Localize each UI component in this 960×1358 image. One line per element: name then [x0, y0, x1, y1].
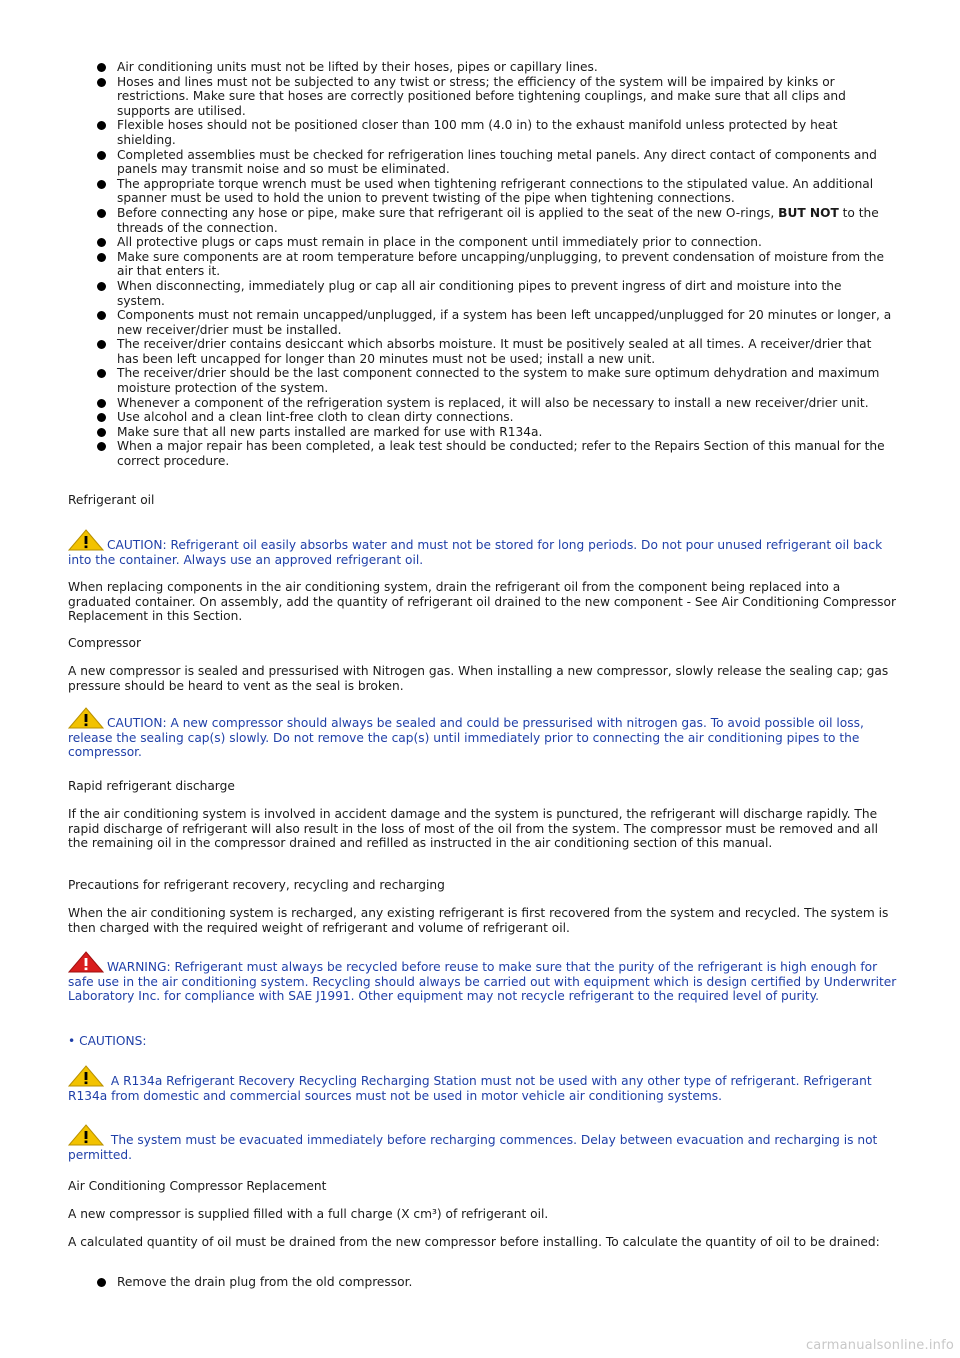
list-item: When a major repair has been completed, a leak test should be conducted; refer to the Repairs Section of this manual for the correct procedure. [0, 439, 960, 468]
list-item: All protective plugs or caps must remain in place in the component until immediately prior to connection. [0, 235, 960, 250]
paragraph-compressor: A new compressor is sealed and pressurised with Nitrogen gas. When installing a new compressor, slowly release the sealing cap; gas pressure should be heard to vent as the seal is broken. [68, 664, 889, 693]
warning-note-recycle: WARNING: Refrigerant must always be recycled before reuse to make sure that the purity of the refrigerant is high enough for safe use in the air conditioning system. Recycling should always be carried out with equipment which is design certified by Underwriter Laboratory Inc. for compliance with SAE J1991. Other equipment may not recycle refrigerant to the required level of purity. [68, 951, 898, 1004]
section-heading-rapid-discharge: Rapid refrigerant discharge [68, 779, 235, 793]
list-item: Before connecting any hose or pipe, make sure that refrigerant oil is applied to the seat of the new O-rings, BUT NOT to the threads of the connection. [0, 206, 960, 235]
bullet-icon [97, 238, 106, 247]
bullet-icon [97, 180, 106, 189]
list-item: Components must not remain uncapped/unplugged, if a system has been left uncapped/unplugged for 20 minutes or longer, a new receiver/drier must be installed. [0, 308, 960, 337]
watermark: carmanualsonline.info [805, 1338, 954, 1354]
bullet-icon [97, 282, 106, 291]
list-item: Hoses and lines must not be subjected to any twist or stress; the efficiency of the system will be impaired by kinks or restrictions. Make sure that hoses are correctly positioned before tightening couplings, and make sure that all clips and supports are utilised. [0, 75, 960, 119]
bullet-icon [97, 121, 106, 130]
section-heading-refrigerant-oil: Refrigerant oil [68, 493, 155, 507]
bullet-icon [97, 369, 106, 378]
cautions-label: • CAUTIONS: [68, 1034, 147, 1048]
bullet-icon [97, 340, 106, 349]
bullet-icon [97, 209, 106, 218]
warning-triangle-icon [68, 951, 104, 973]
bullet-icon [97, 311, 106, 320]
list-item: Flexible hoses should not be positioned closer than 100 mm (4.0 in) to the exhaust manifold unless protected by heat shielding. [0, 118, 960, 147]
bullet-icon [97, 413, 106, 422]
section-heading-compressor: Compressor [68, 636, 141, 650]
caution-note-oil: CAUTION: Refrigerant oil easily absorbs water and must not be stored for long periods. Do not pour unused refrigerant oil back into the container. Always use an approved refrigerant oil. [68, 529, 898, 567]
caution-triangle-icon [68, 1065, 104, 1087]
caution-note-r134a: A R134a Refrigerant Recovery Recycling Recharging Station must not be used with any other type of refrigerant. Refrigerant R134a from domestic and commercial sources must not be used in motor vehicle air conditioning systems. [68, 1065, 898, 1103]
list-item: When disconnecting, immediately plug or cap all air conditioning pipes to prevent ingress of dirt and moisture into the system. [0, 279, 960, 308]
bullet-icon [97, 428, 106, 437]
bullet-icon [97, 442, 106, 451]
paragraph-replacing: When replacing components in the air conditioning system, drain the refrigerant oil from the component being replaced into a graduated container. On assembly, add the quantity of refrigerant oil drained to the new component - See Air Conditioning Compressor Replacement in this Section. [68, 580, 896, 624]
caution-triangle-icon [68, 1124, 104, 1146]
bullet-icon [97, 399, 106, 408]
drain-steps-bullet-list [0, 1275, 960, 1290]
bullet-icon [97, 253, 106, 262]
section-heading-precautions: Precautions for refrigerant recovery, recycling and recharging [68, 878, 445, 892]
emphasis-text: BUT NOT [778, 205, 839, 220]
paragraph-calculated: A calculated quantity of oil must be drained from the new compressor before installing. To calculate the quantity of oil to be drained: [68, 1235, 880, 1249]
caution-triangle-icon [68, 529, 104, 551]
paragraph-rapid-discharge: If the air conditioning system is involved in accident damage and the system is punctured, the refrigerant will discharge rapidly. The rapid discharge of refrigerant will also result in the loss of most of the oil from the system. The compressor must be removed and all the remaining oil in the compressor drained and refilled as instructed in the air conditioning section of this manual. [68, 807, 878, 851]
section-heading-compressor-replacement: Air Conditioning Compressor Replacement [68, 1179, 327, 1193]
bullet-icon [97, 78, 106, 87]
list-item: The receiver/drier should be the last component connected to the system to make sure optimum dehydration and maximum moisture protection of the system. [0, 366, 960, 395]
list-item: The receiver/drier contains desiccant which absorbs moisture. It must be positively sealed at all times. A receiver/drier that has been left uncapped for longer than 20 minutes must not be used; install a new unit. [0, 337, 960, 366]
list-item: Completed assemblies must be checked for refrigeration lines touching metal panels. Any direct contact of components and panels may transmit noise and so must be eliminated. [0, 148, 960, 177]
caution-note-compressor: CAUTION: A new compressor should always be sealed and could be pressurised with nitrogen gas. To avoid possible oil loss, release the sealing cap(s) slowly. Do not remove the cap(s) until immediately prior to connecting the air conditioning pipes to the compressor. [68, 707, 898, 760]
bullet-icon [97, 63, 106, 72]
list-item: Remove the drain plug from the old compressor. [0, 1275, 960, 1290]
list-item: Make sure that all new parts installed are marked for use with R134a. [0, 425, 960, 440]
list-item: Whenever a component of the refrigeration system is replaced, it will also be necessary to install a new receiver/drier unit. [0, 396, 960, 411]
caution-note-evacuation: The system must be evacuated immediately before recharging commences. Delay between evacuation and recharging is not permitted. [68, 1124, 898, 1162]
paragraph-precautions: When the air conditioning system is recharged, any existing refrigerant is first recovered from the system and recycled. The system is then charged with the required weight of refrigerant and volume of refrigerant oil. [68, 906, 889, 935]
caution-triangle-icon [68, 707, 104, 729]
paragraph-supplied: A new compressor is supplied filled with a full charge (X cm³) of refrigerant oil. [68, 1207, 549, 1221]
list-item: Use alcohol and a clean lint-free cloth to clean dirty connections. [0, 410, 960, 425]
bullet-icon [97, 1278, 106, 1287]
list-item: Air conditioning units must not be lifted by their hoses, pipes or capillary lines. [0, 60, 960, 75]
list-item: Make sure components are at room temperature before uncapping/unplugging, to prevent condensation of moisture from the air that enters it. [0, 250, 960, 279]
precautions-bullet-list [0, 60, 960, 469]
bullet-icon [97, 151, 106, 160]
list-item: The appropriate torque wrench must be used when tightening refrigerant connections to the stipulated value. An additional spanner must be used to hold the union to prevent twisting of the pipe when tightening connections. [0, 177, 960, 206]
